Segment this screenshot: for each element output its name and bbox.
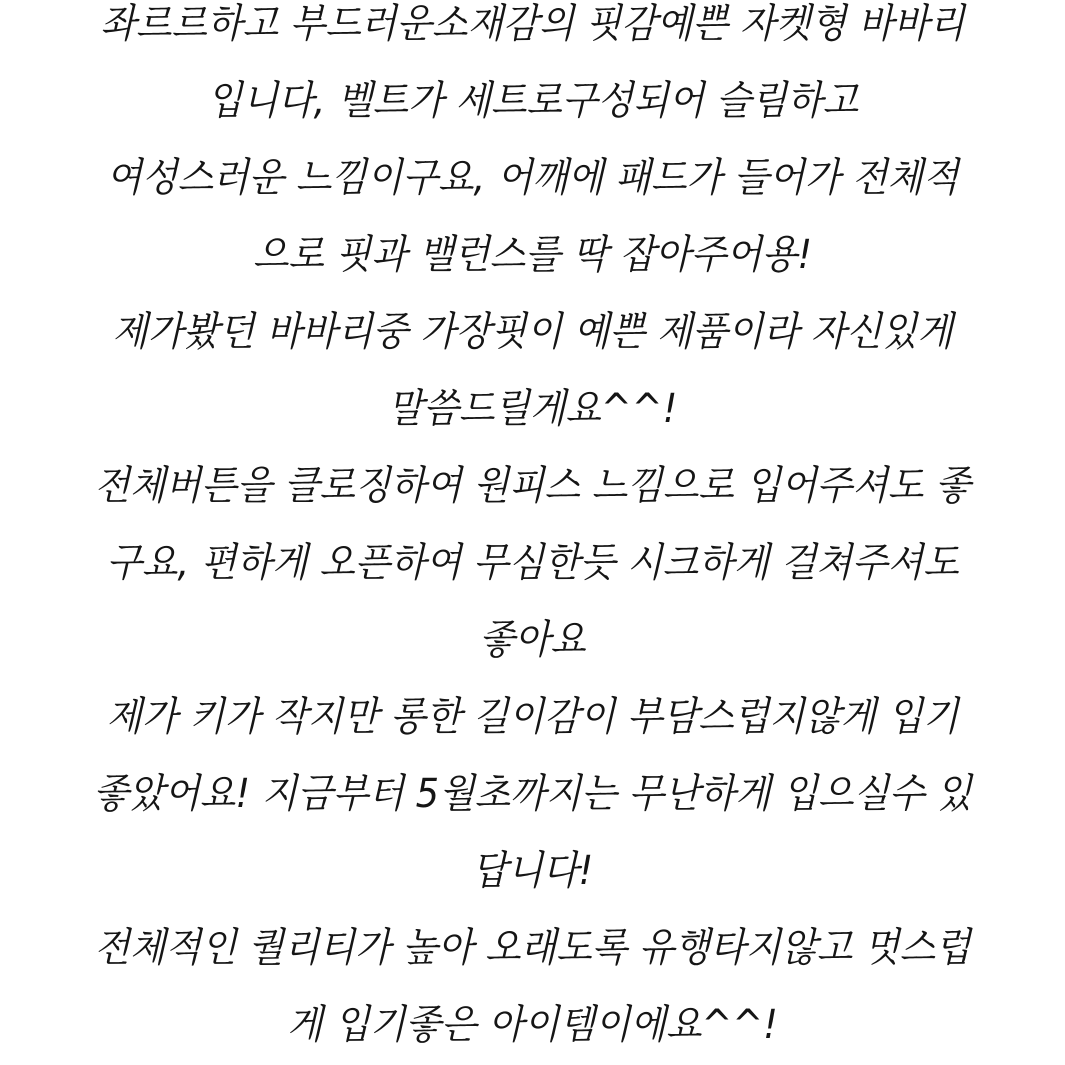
description-line: 구요, 편하게 오픈하여 무심한듯 시크하게 걸쳐주셔도 bbox=[106, 540, 959, 586]
description-line: 입니다, 벨트가 세트로구성되어 슬림하고 bbox=[206, 78, 859, 124]
description-line: 제가봤던 바바리중 가장핏이 예쁜 제품이라 자신있게 bbox=[112, 309, 953, 355]
description-line: 여성스러운 느낌이구요, 어깨에 패드가 들어가 전체적 bbox=[106, 155, 959, 201]
description-line: 전체적인 퀄리티가 높아 오래도록 유행타지않고 멋스럽 bbox=[94, 925, 971, 971]
description-line: 좋았어요! 지금부터 5월초까지는 무난하게 입으실수 있 bbox=[93, 771, 972, 817]
description-line: 게 입기좋은 아이템이에요^^! bbox=[287, 1002, 778, 1048]
description-line: 답니다! bbox=[471, 848, 594, 894]
description-line: 으로 핏과 밸런스를 딱 잡아주어용! bbox=[252, 232, 813, 278]
description-line: 말씀드릴게요^^! bbox=[387, 386, 678, 432]
description-line: 좌르르하고 부드러운소재감의 핏감예쁜 자켓형 바바리 bbox=[100, 1, 965, 47]
description-line: 좋아요 bbox=[479, 617, 586, 663]
description-line: 전체버튼을 클로징하여 원피스 느낌으로 입어주셔도 좋 bbox=[94, 463, 971, 509]
description-line: 제가 키가 작지만 롱한 길이감이 부담스럽지않게 입기 bbox=[106, 694, 959, 740]
